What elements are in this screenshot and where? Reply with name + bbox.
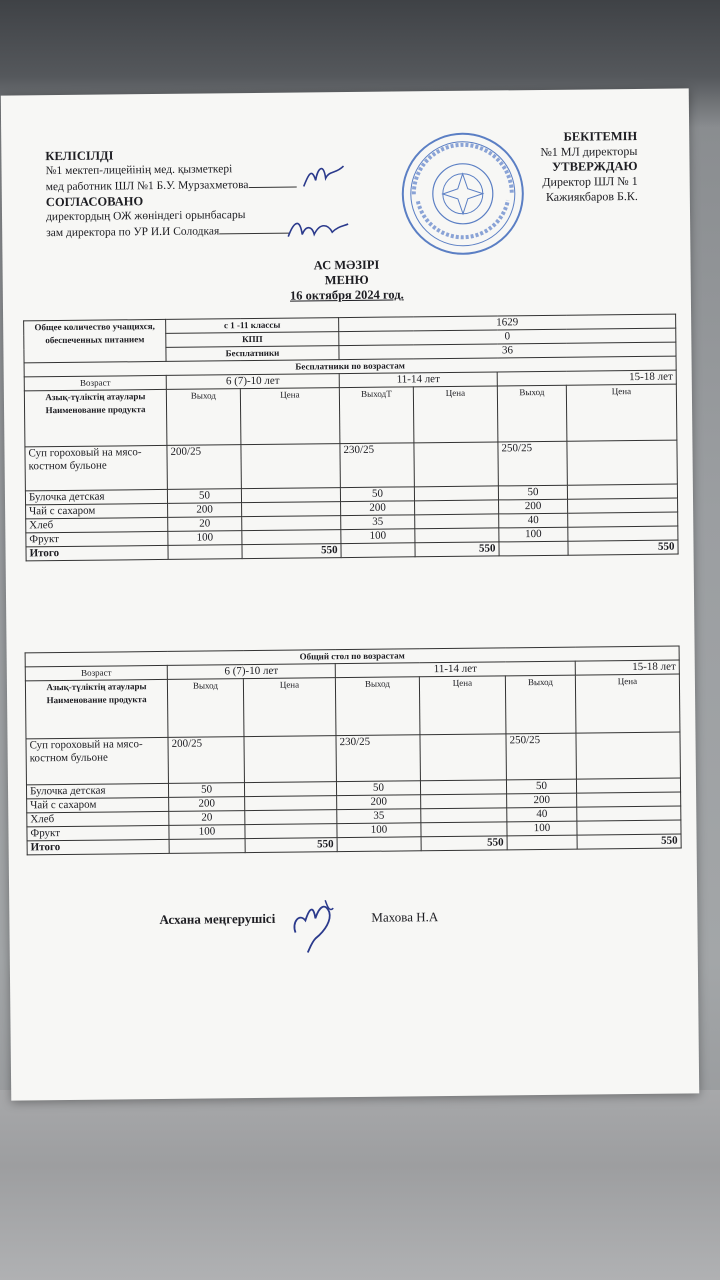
product-header: Азық-түліктің атаулары Наименование продукта: [25, 679, 168, 738]
column-header-row: [24, 384, 677, 447]
total-value: 550: [421, 836, 507, 851]
canteen-head-label: Асхана меңгерушісі: [159, 910, 276, 928]
portion: 35: [341, 515, 415, 530]
portion: 200: [168, 503, 242, 518]
product-name: Чай с сахаром: [26, 503, 168, 518]
deputy-signature: [282, 212, 352, 247]
summary-classes-label: с 1 -11 классы: [166, 318, 339, 334]
approved-kz: БЕКІТЕМІН: [563, 128, 638, 144]
table-row: [25, 440, 677, 491]
product-name: Суп гороховый на мясо-костном бульоне: [26, 737, 168, 784]
col-header: Выход: [505, 675, 576, 734]
summary-label: Общее количество учащихся, обеспеченных питанием: [24, 319, 166, 362]
portion: 200: [499, 499, 568, 514]
total-value: 550: [242, 544, 341, 559]
product-name: Фрукт: [26, 531, 168, 546]
menu-title: [2, 254, 690, 306]
summary-classes-value: 1629: [339, 314, 676, 332]
approved-ru: УТВЕРЖДАЮ: [552, 158, 638, 174]
col-header: Выход: [166, 389, 241, 446]
product-name: Чай с сахаром: [27, 797, 169, 812]
title-kz: АС МӘЗІРІ: [313, 257, 380, 273]
portion: 250/25: [506, 733, 576, 780]
col-header: Цена: [575, 674, 680, 733]
col-header: Цена: [240, 388, 340, 445]
product-header: Азық-түліктің атаулары Наименование продукта: [24, 389, 167, 446]
director-line-ru: Директор ШЛ № 1: [542, 173, 638, 189]
portion: 50: [168, 783, 244, 798]
table-row: [26, 732, 680, 785]
age-group: 15-18 лет: [575, 660, 679, 675]
menu-date: 16 октября 2024 год.: [289, 287, 404, 303]
age-group: 6 (7)-10 лет: [166, 374, 339, 390]
portion: 50: [498, 485, 567, 500]
product-name: Булочка детская: [26, 783, 168, 798]
medic-line-kz: №1 мектеп-лицейінің мед. қызметкері: [45, 163, 233, 178]
portion: 200: [341, 501, 415, 516]
portion: 40: [507, 807, 577, 822]
footer: [9, 906, 697, 928]
portion: 200/25: [168, 737, 244, 784]
general-table-title: Общий стол по возрастам: [25, 646, 679, 667]
total-value: 550: [577, 834, 681, 849]
summary-free-label: Бесплатники: [166, 346, 339, 362]
product-name: Фрукт: [27, 825, 169, 840]
product-name: Булочка детская: [25, 489, 167, 504]
portion: 50: [336, 781, 420, 796]
portion: 50: [506, 779, 576, 794]
total-label: Итого: [26, 545, 168, 560]
portion: 100: [168, 531, 242, 546]
portion: 230/25: [340, 443, 414, 488]
portion: 100: [169, 825, 245, 840]
col-header: Цена: [243, 678, 336, 737]
portion: 250/25: [498, 441, 567, 486]
free-table-title: Бесплатники по возрастам: [24, 356, 676, 377]
portion: 200: [507, 793, 577, 808]
portion: 230/25: [336, 735, 420, 782]
portion: 50: [167, 489, 241, 504]
portion: 200: [337, 795, 421, 810]
column-header-row: [25, 674, 680, 739]
summary-kpp-label: КПП: [166, 332, 339, 348]
agreed-kz: КЕЛІСІЛДІ: [45, 148, 114, 164]
total-value: 550: [245, 838, 337, 853]
age-group: 11-14 лет: [335, 661, 575, 678]
col-header: Выход: [497, 385, 567, 442]
approval-block-right: [437, 129, 638, 206]
menu-document: [1, 88, 699, 1100]
summary-kpp-value: 0: [339, 328, 676, 346]
age-group: 11-14 лет: [339, 372, 497, 388]
total-value: 550: [568, 540, 678, 555]
director-name: Кажиякбаров Б.К.: [545, 188, 638, 204]
age-label: Возраст: [25, 665, 167, 680]
col-header: Цена: [566, 384, 677, 441]
portion: 100: [337, 823, 421, 838]
medic-line-ru: мед работник ШЛ №1 Б.У. Мурзахметова: [46, 176, 366, 195]
portion: 35: [337, 809, 421, 824]
deputy-line-ru: зам директора по УР И.И Солодкая: [46, 222, 366, 241]
medic-signature: [299, 158, 347, 195]
col-header: Выход: [167, 679, 244, 738]
portion: 200: [169, 797, 245, 812]
summary-free-value: 36: [339, 342, 676, 360]
director-line-kz: №1 МЛ директоры: [540, 143, 638, 159]
portion: 100: [499, 527, 568, 542]
portion: 100: [341, 529, 415, 544]
age-group: 6 (7)-10 лет: [167, 664, 335, 680]
age-group: 15-18 лет: [497, 370, 676, 386]
agreed-ru: СОГЛАСОВАНО: [45, 194, 144, 210]
age-label: Возраст: [24, 375, 166, 390]
total-label: Итого: [27, 839, 169, 854]
portion: 50: [340, 487, 414, 502]
free-meals-table: [23, 314, 678, 562]
col-header: ВыходТ: [339, 387, 414, 444]
background-surface: [0, 1090, 720, 1280]
portion: 100: [507, 821, 577, 836]
product-name: Хлеб: [26, 517, 168, 532]
title-ru: МЕНЮ: [324, 272, 369, 288]
general-meals-table: [25, 646, 682, 856]
col-header: Цена: [419, 676, 506, 735]
canteen-head-signature: [285, 892, 346, 955]
portion: 20: [168, 517, 242, 532]
total-value: 550: [415, 542, 499, 557]
portion: 20: [169, 811, 245, 826]
deputy-line-kz: директордың ОЖ жөніндегі орынбасары: [45, 209, 246, 224]
product-name: Хлеб: [27, 811, 169, 826]
portion: 200/25: [167, 445, 241, 490]
col-header: Цена: [413, 386, 498, 443]
canteen-head-name: Махова Н.А: [371, 909, 439, 925]
portion: 40: [499, 513, 568, 528]
product-name: Суп гороховый на мясо-костном бульоне: [25, 445, 167, 490]
col-header: Выход: [335, 677, 420, 736]
